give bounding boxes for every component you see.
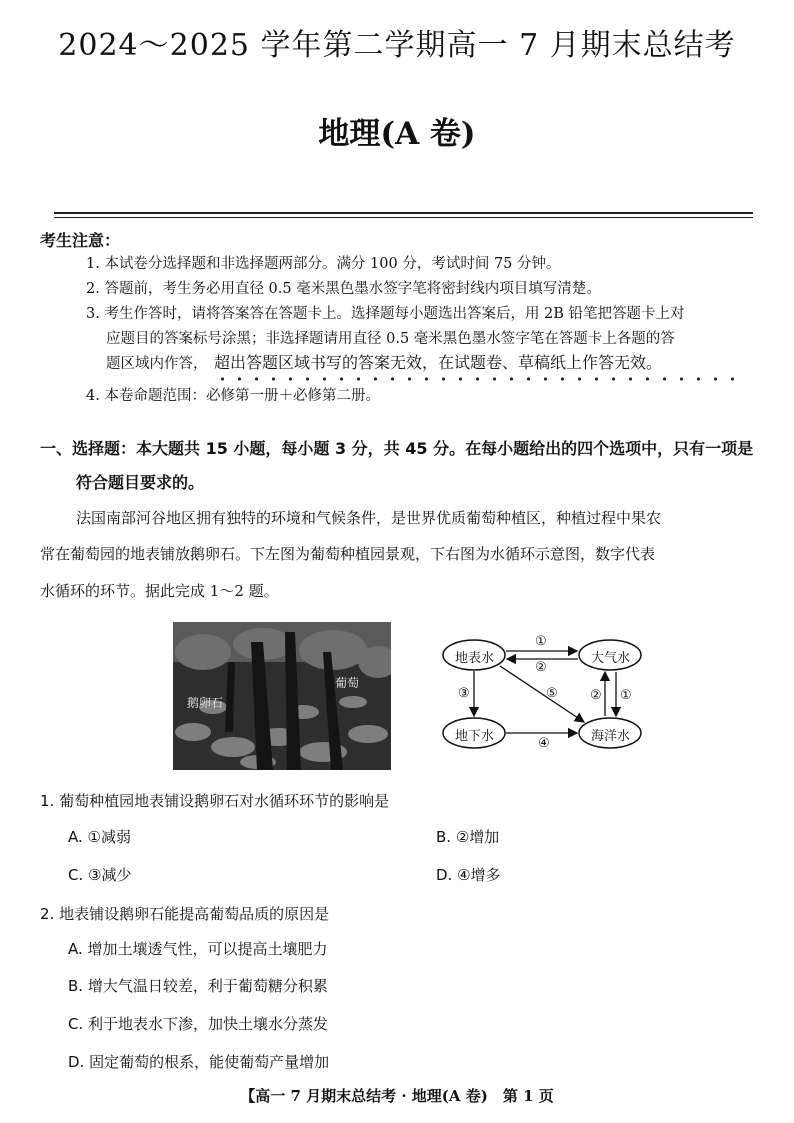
section-heading-line-2: 符合题目要求的。 <box>76 473 205 492</box>
exam-title: 2024～2025 学年第二学期高一 7 月期末总结考 <box>58 28 736 63</box>
photo-label-grape: 葡萄 <box>335 676 360 690</box>
section-heading-line-1: 一、选择题：本大题共 15 小题，每小题 3 分，共 45 分。在每小题给出的四个选项中，只有一项是 <box>40 439 754 458</box>
water-cycle-diagram <box>442 632 642 752</box>
label-atmosphere-water: 大气水 <box>591 651 631 666</box>
notice-item-1: 1. 本试卷分选择题和非选择题两部分。满分 100 分，考试时间 75 分钟。 <box>86 256 561 272</box>
notice-heading: 考生注意： <box>40 231 121 250</box>
question-1-stem: 1. 葡萄种植园地表铺设鹅卵石对水循环环节的影响是 <box>40 792 390 810</box>
notice-item-3-emphasis: 超出答题区域书写的答案无效，在试题卷、草稿纸上作答无效。 <box>214 353 663 372</box>
question-2-option-c: C. 利于地表水下渗，加快土壤水分蒸发 <box>68 1015 329 1033</box>
emphasis-dots <box>214 377 747 381</box>
passage-line-1: 法国南部河谷地区拥有独特的环境和气候条件，是世界优质葡萄种植区，种植过程中果农 <box>76 509 662 527</box>
question-2-option-b: B. 增大气温日较差，利于葡萄糖分积累 <box>68 977 328 995</box>
page-footer: 【高一 7 月期末总结考 · 地理(A 卷) 第 1 页 <box>240 1087 554 1105</box>
divider-top <box>54 212 753 214</box>
label-step-1-right: ① <box>620 688 632 703</box>
notice-item-4: 4. 本卷命题范围：必修第一册＋必修第二册。 <box>86 388 380 404</box>
label-step-4: ④ <box>538 736 550 751</box>
passage-line-3: 水循环的环节。据此完成 1～2 题。 <box>40 582 279 600</box>
label-ocean-water: 海洋水 <box>591 729 631 744</box>
label-step-2-top: ② <box>535 660 547 675</box>
question-1-option-b: B. ②增加 <box>436 828 500 846</box>
question-1-option-d: D. ④增多 <box>436 866 501 884</box>
label-step-1-top: ① <box>535 634 547 649</box>
notice-item-2: 2. 答题前，考生务必用直径 0.5 毫米黑色墨水签字笔将密封线内项目填写清楚。 <box>86 281 601 297</box>
label-step-2-right: ② <box>590 688 602 703</box>
question-2-option-d: D. 固定葡萄的根系，能使葡萄产量增加 <box>68 1053 330 1071</box>
label-step-3: ③ <box>458 686 470 701</box>
label-surface-water: 地表水 <box>455 651 495 666</box>
question-1-option-c: C. ③减少 <box>68 866 132 884</box>
subject-title: 地理(A 卷) <box>318 116 476 152</box>
question-1-option-a: A. ①减弱 <box>68 828 131 846</box>
question-2-option-a: A. 增加土壤透气性，可以提高土壤肥力 <box>68 940 328 958</box>
photo-label-pebble: 鹅卵石 <box>187 696 224 710</box>
notice-item-3-line-3a: 题区域内作答， <box>106 356 208 372</box>
passage-line-2: 常在葡萄园的地表铺放鹅卵石。下左图为葡萄种植园景观，下右图为水循环示意图，数字代表 <box>40 545 656 563</box>
label-ground-water: 地下水 <box>455 729 495 744</box>
divider-bottom <box>54 217 753 218</box>
label-step-5: ⑤ <box>546 686 558 701</box>
notice-item-3-line-1: 3. 考生作答时，请将答案答在答题卡上。选择题每小题选出答案后，用 2B 铅笔把答题卡上对 <box>86 306 685 322</box>
vineyard-photo <box>173 622 391 770</box>
notice-item-3-line-2: 应题目的答案标号涂黑；非选择题请用直径 0.5 毫米黑色墨水签字笔在答题卡上各题的答 <box>106 331 675 347</box>
question-2-stem: 2. 地表铺设鹅卵石能提高葡萄品质的原因是 <box>40 905 330 923</box>
